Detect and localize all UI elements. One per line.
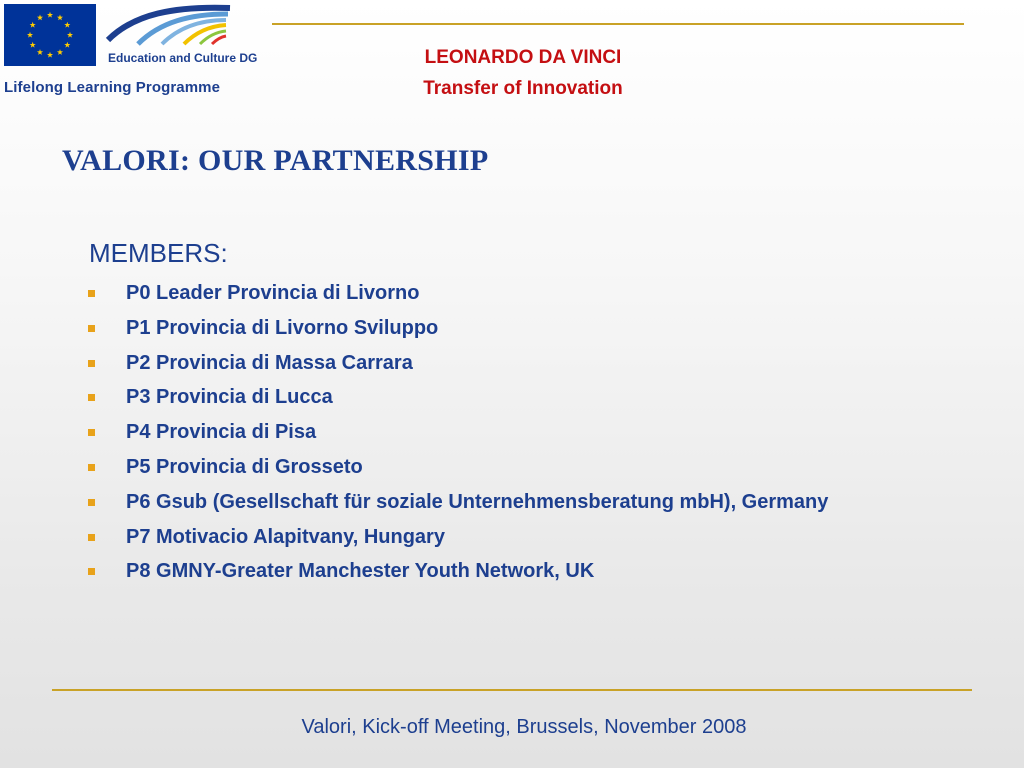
- member-label: P2 Provincia di Massa Carrara: [126, 351, 413, 374]
- square-bullet-icon: [88, 394, 95, 401]
- member-item: [84, 453, 904, 481]
- members-heading: MEMBERS:: [89, 238, 228, 268]
- member-item: [84, 279, 904, 307]
- member-label: P7 Motivacio Alapitvany, Hungary: [126, 525, 445, 548]
- square-bullet-icon: [88, 464, 95, 471]
- education-culture-dg-logo: [104, 4, 234, 46]
- header-divider: [272, 23, 964, 25]
- member-item: [84, 523, 904, 551]
- square-bullet-icon: [88, 360, 95, 367]
- member-list: [84, 279, 904, 592]
- eu-flag-icon: [4, 4, 96, 66]
- square-bullet-icon: [88, 429, 95, 436]
- member-label: P5 Provincia di Grosseto: [126, 455, 363, 478]
- member-label: P3 Provincia di Lucca: [126, 386, 333, 409]
- slide-title: VALORI: OUR PARTNERSHIP: [62, 144, 489, 177]
- footer-divider: [52, 689, 972, 691]
- program-title: LEONARDO DA VINCI: [424, 47, 622, 68]
- member-item: [84, 557, 904, 585]
- member-label: P4 Provincia di Pisa: [126, 421, 317, 444]
- dg-label: Education and Culture DG: [108, 51, 258, 65]
- member-item: [84, 349, 904, 377]
- program-subtitle: Transfer of Innovation: [423, 78, 623, 99]
- square-bullet-icon: [88, 568, 95, 575]
- footer-text: Valori, Kick-off Meeting, Brussels, November 2008: [301, 716, 747, 738]
- member-item: [84, 418, 904, 446]
- member-label: P8 GMNY-Greater Manchester Youth Network, UK: [126, 560, 595, 583]
- square-bullet-icon: [88, 290, 95, 297]
- member-item: [84, 488, 904, 516]
- member-label: P0 Leader Provincia di Livorno: [126, 282, 420, 304]
- square-bullet-icon: [88, 534, 95, 541]
- member-item: [84, 383, 904, 411]
- square-bullet-icon: [88, 499, 95, 506]
- square-bullet-icon: [88, 325, 95, 332]
- member-item: [84, 314, 904, 342]
- header-logos: [0, 0, 258, 100]
- programme-label: Lifelong Learning Programme: [4, 79, 221, 96]
- member-label: P1 Provincia di Livorno Sviluppo: [126, 316, 439, 339]
- member-label: P6 Gsub (Gesellschaft für soziale Unternehmensberatung mbH), Germany: [126, 490, 829, 513]
